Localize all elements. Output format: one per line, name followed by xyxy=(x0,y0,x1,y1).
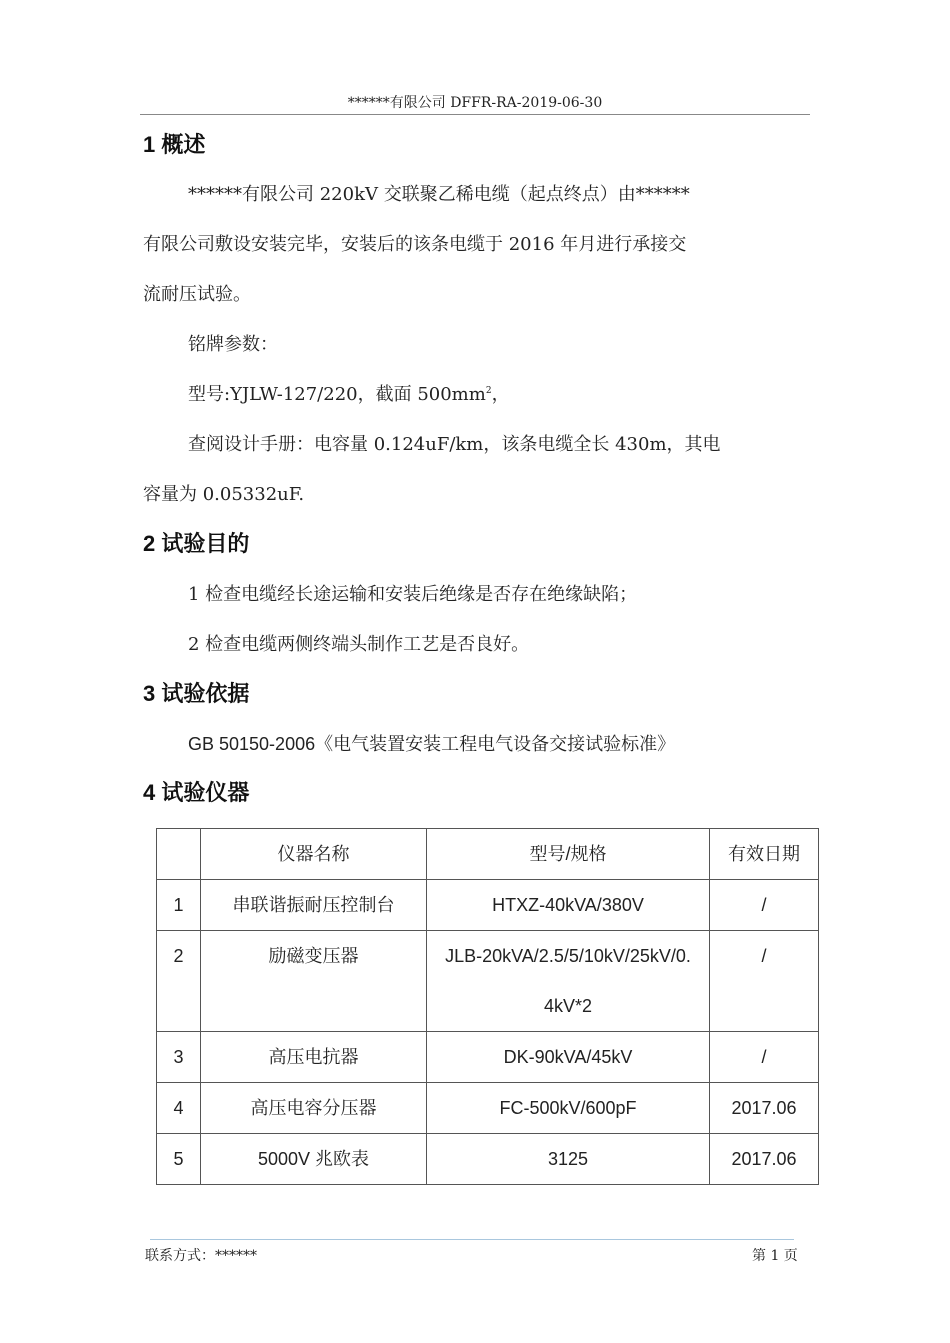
design-manual-line-1: 查阅设计手册：电容量 0.124uF/km，该条电缆全长 430m，其电 xyxy=(188,434,721,455)
cell-index: 3 xyxy=(157,1032,201,1083)
cell-index: 4 xyxy=(157,1083,201,1134)
cell-date: 2017.06 xyxy=(710,1134,819,1185)
cell-model: 3125 xyxy=(427,1134,710,1185)
instrument-table xyxy=(156,828,819,1185)
header-rule xyxy=(140,114,810,115)
cell-name: 高压电抗器 xyxy=(201,1032,427,1083)
header-cell-model: 型号/规格 xyxy=(427,829,710,880)
cell-model: HTXZ-40kVA/380V xyxy=(427,880,710,931)
model-spec-tail: ， xyxy=(491,384,510,405)
cell-model: JLB-20kVA/2.5/5/10kV/25kV/0. 4kV*2 xyxy=(427,931,710,1032)
footer-page-number: 第 1 页 xyxy=(752,1248,798,1264)
model-spec-superscript: 2 xyxy=(485,386,492,396)
section-title-basis: 3 试验依据 xyxy=(143,681,250,706)
overview-paragraph-line-2: 有限公司敷设安装完毕，安装后的该条电缆于 2016 年月进行承接交 xyxy=(143,234,687,255)
purpose-item-2: 2 检查电缆两侧终端头制作工艺是否良好。 xyxy=(188,634,530,655)
cell-model: DK-90kVA/45kV xyxy=(427,1032,710,1083)
overview-paragraph-line-3: 流耐压试验。 xyxy=(143,284,251,305)
cell-name: 高压电容分压器 xyxy=(201,1083,427,1134)
overview-paragraph-line-1: ******有限公司 220kV 交联聚乙稀电缆（起点终点）由****** xyxy=(188,184,690,205)
cell-index: 5 xyxy=(157,1134,201,1185)
cell-date: / xyxy=(710,931,819,1032)
footer-contact: 联系方式：****** xyxy=(145,1248,257,1264)
cell-date: 2017.06 xyxy=(710,1083,819,1134)
purpose-item-1: 1 检查电缆经长途运输和安装后绝缘是否存在绝缘缺陷； xyxy=(188,584,638,605)
cell-date: / xyxy=(710,1032,819,1083)
design-manual-line-2: 容量为 0.05332uF. xyxy=(143,484,305,505)
cell-date: / xyxy=(710,880,819,931)
cell-index: 1 xyxy=(157,880,201,931)
section-title-overview: 1 概述 xyxy=(143,132,206,157)
table-row xyxy=(157,1134,819,1185)
footer-rule xyxy=(150,1239,794,1240)
model-spec-text: 型号:YJLW-127/220，截面 500mm xyxy=(188,384,486,405)
cell-name: 5000V 兆欧表 xyxy=(201,1134,427,1185)
cell-name: 串联谐振耐压控制台 xyxy=(201,880,427,931)
table-row xyxy=(157,931,819,1032)
cell-model: FC-500kV/600pF xyxy=(427,1083,710,1134)
cell-name: 励磁变压器 xyxy=(201,931,427,1032)
standard-reference: GB 50150-2006《电气装置安装工程电气设备交接试验标准》 xyxy=(188,734,676,754)
header-cell-date: 有效日期 xyxy=(710,829,819,880)
header-cell-name: 仪器名称 xyxy=(201,829,427,880)
section-title-instruments: 4 试验仪器 xyxy=(143,780,250,805)
page-header: ******有限公司 DFFR-RA-2019-06-30 xyxy=(347,95,603,111)
nameplate-label: 铭牌参数： xyxy=(188,334,278,355)
model-spec xyxy=(188,380,510,406)
cell-index: 2 xyxy=(157,931,201,1032)
section-title-purpose: 2 试验目的 xyxy=(143,531,250,556)
